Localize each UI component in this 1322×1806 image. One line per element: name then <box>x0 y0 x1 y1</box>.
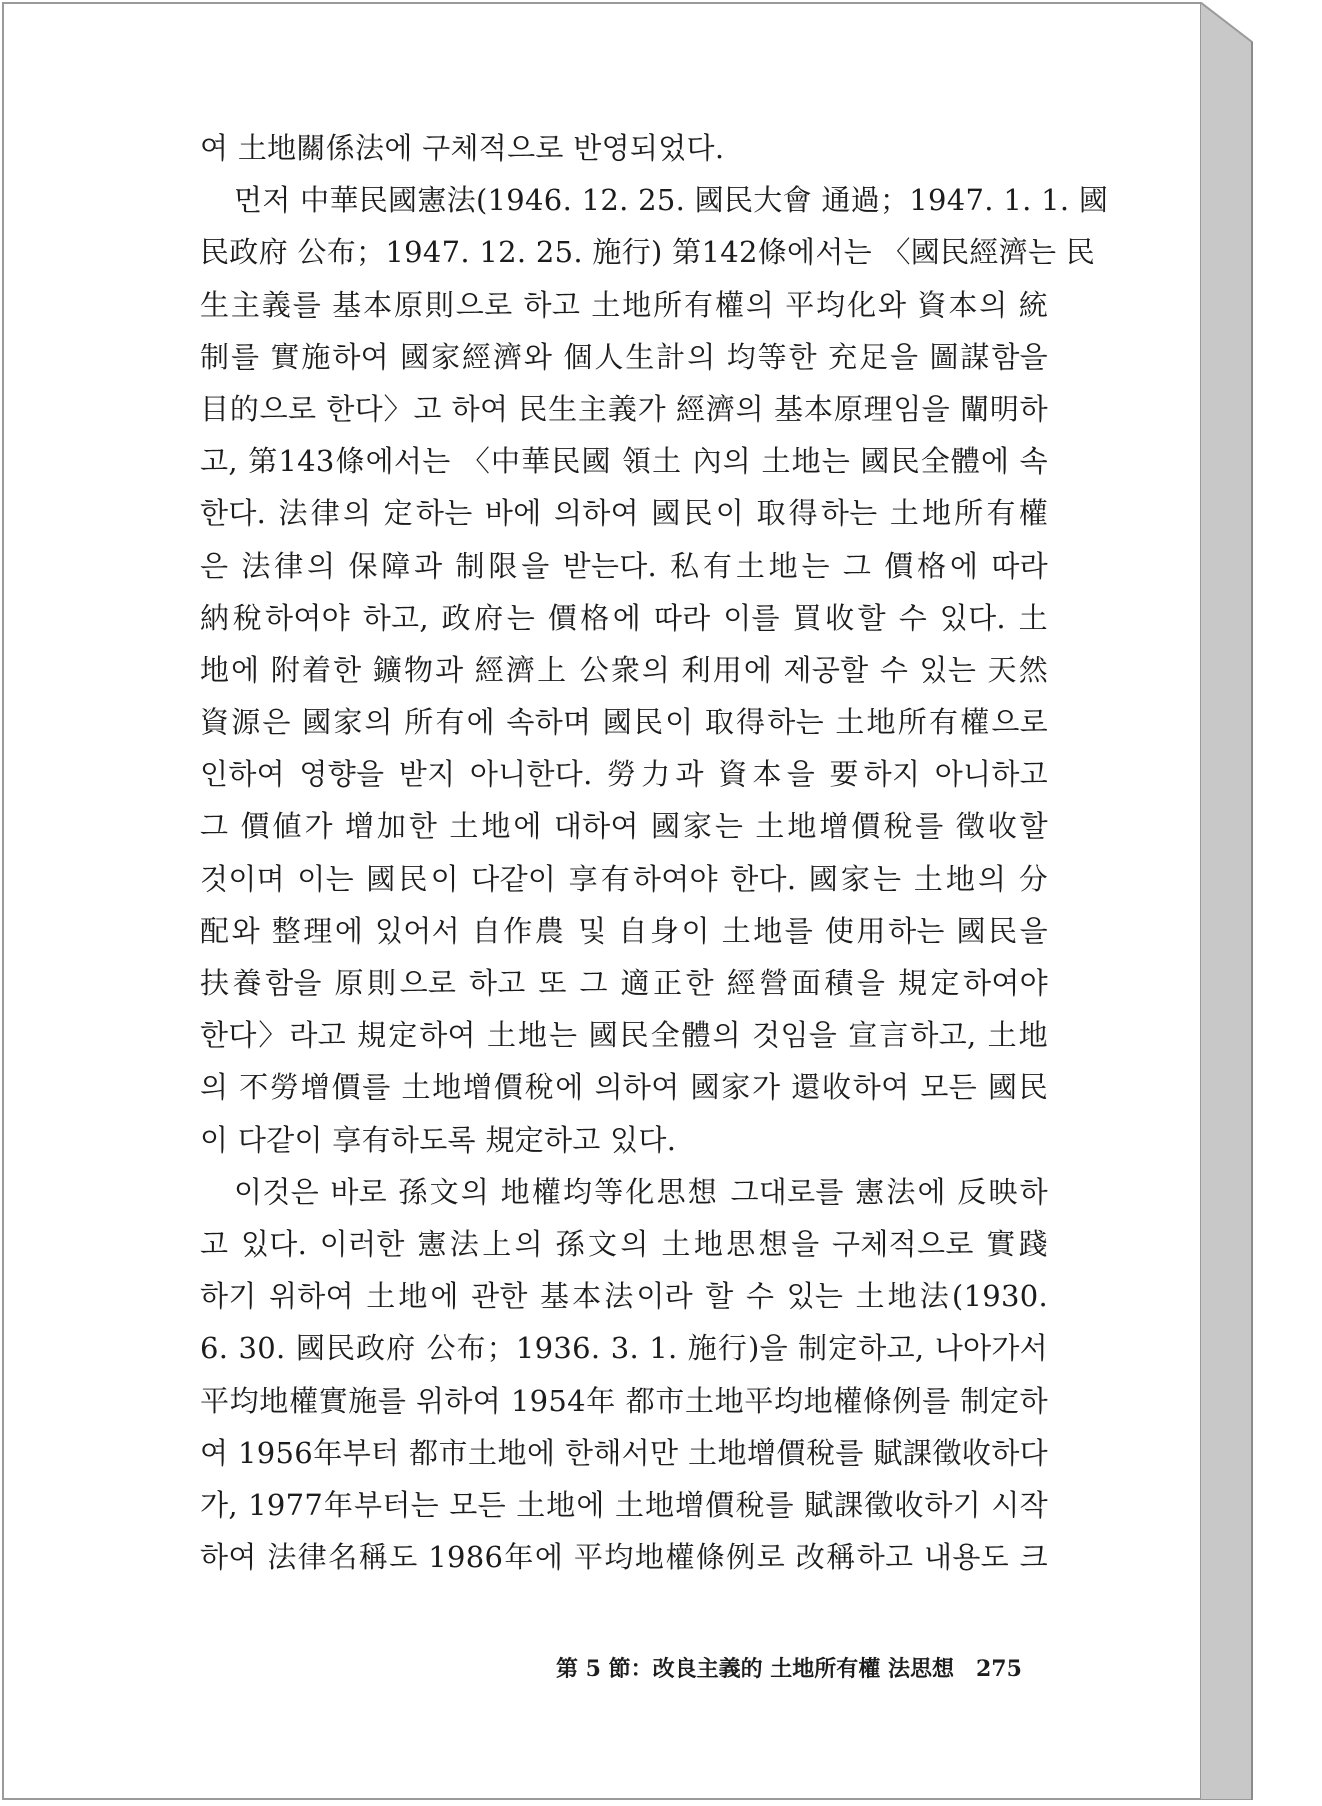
body-text <box>200 122 1109 1583</box>
text-line: 納稅하여야 하고, 政府는 價格에 따라 이를 買收할 수 있다. 土 <box>200 600 1048 635</box>
text-line: 고, 第143條에서는 〈中華民國 領土 內의 土地는 國民全體에 속 <box>200 444 1048 479</box>
page-number: 275 <box>975 1656 1022 1682</box>
text-line: 여 土地關係法에 구체적으로 반영되었다. <box>200 131 725 165</box>
text-line: 한다. 法律의 定하는 바에 의하여 國民이 取得하는 土地所有權 <box>200 496 1048 531</box>
text-line: 이 다같이 享有하도록 規定하고 있다. <box>200 1122 677 1157</box>
text-line: 한다〉라고 規定하여 土地는 國民全體의 것임을 宣言하고, 土地 <box>200 1018 1048 1053</box>
text-line: 6. 30. 國民政府 公布；1936. 3. 1. 施行)을 制定하고, 나아가서 <box>200 1331 1048 1366</box>
text-line: 生主義를 基本原則으로 하고 土地所有權의 平均化와 資本의 統 <box>200 287 1048 322</box>
page-edge-shape <box>1200 2 1260 1800</box>
text-line: 制를 實施하여 國家經濟와 個人生計의 均等한 充足을 圖謀함을 <box>200 339 1048 374</box>
footer-section-title: 第 5 節：改良主義的 土地所有權 法思想 <box>556 1656 954 1682</box>
text-line: 民政府 公布；1947. 12. 25. 施行) 第142條에서는 〈國民經濟는 民 <box>200 235 1096 270</box>
text-line: 것이며 이는 國民이 다같이 享有하여야 한다. 國家는 土地의 分 <box>200 861 1048 896</box>
running-footer <box>556 1652 1022 1683</box>
text-line: 고 있다. 이러한 憲法上의 孫文의 土地思想을 구체적으로 實踐 <box>200 1226 1048 1261</box>
text-line: 하여 法律名稱도 1986年에 平均地權條例로 改稱하고 내용도 크 <box>200 1540 1048 1575</box>
text-line: 資源은 國家의 所有에 속하며 國民이 取得하는 土地所有權으로 <box>200 705 1048 740</box>
text-line: 먼저 中華民國憲法(1946. 12. 25. 國民大會 通過；1947. 1. 1. 國 <box>234 183 1109 218</box>
book-page-edge <box>1200 2 1260 1800</box>
book-page <box>2 2 1200 1800</box>
text-line: 은 法律의 保障과 制限을 받는다. 私有土地는 그 價格에 따라 <box>200 548 1048 583</box>
text-line: 地에 附着한 鑛物과 經濟上 公衆의 利用에 제공할 수 있는 天然 <box>200 652 1048 687</box>
text-line: 配와 整理에 있어서 自作農 및 自身이 土地를 使用하는 國民을 <box>200 913 1048 948</box>
text-line: 인하여 영향을 받지 아니한다. 勞力과 資本을 要하지 아니하고 <box>200 757 1048 792</box>
text-line: 의 不勞增價를 土地增價稅에 의하여 國家가 還收하여 모든 國民 <box>200 1070 1048 1105</box>
text-line: 平均地權實施를 위하여 1954年 都市土地平均地權條例를 制定하 <box>200 1383 1048 1418</box>
text-line: 하기 위하여 土地에 관한 基本法이라 할 수 있는 土地法(1930. <box>200 1279 1048 1314</box>
text-line: 이것은 바로 孫文의 地權均等化思想 그대로를 憲法에 反映하 <box>234 1174 1048 1209</box>
text-line: 目的으로 한다〉고 하여 民生主義가 經濟의 基本原理임을 闡明하 <box>200 391 1048 426</box>
text-line: 그 價値가 增加한 土地에 대하여 國家는 土地增價稅를 徵收할 <box>200 809 1048 844</box>
text-line: 가, 1977年부터는 모든 土地에 土地增價稅를 賦課徵收하기 시작 <box>200 1487 1048 1522</box>
text-line: 여 1956年부터 都市土地에 한해서만 土地增價稅를 賦課徵收하다 <box>200 1435 1048 1470</box>
text-line: 扶養함을 原則으로 하고 또 그 適正한 經營面積을 規定하여야 <box>200 966 1048 1000</box>
